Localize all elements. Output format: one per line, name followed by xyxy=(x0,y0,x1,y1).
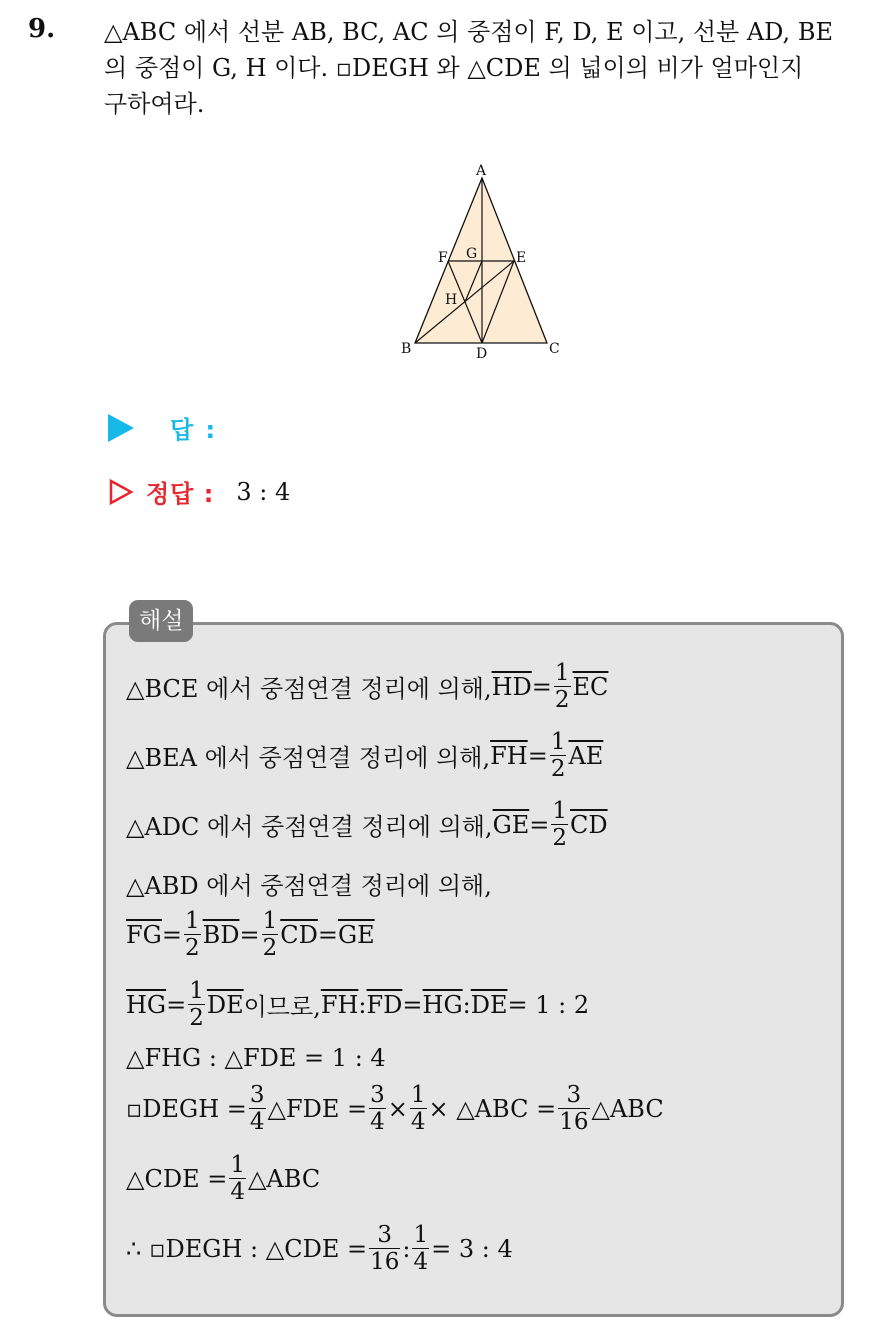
solution-line-6 xyxy=(126,978,589,1031)
segment: $\overline{GE}$ xyxy=(492,810,530,839)
solution-line-2 xyxy=(126,729,603,782)
segment: $\overline{HD}$ xyxy=(491,672,532,701)
text: = xyxy=(531,672,552,701)
numerator: 1 xyxy=(552,798,568,824)
segment: $\overline{FG}$ xyxy=(126,920,162,949)
question-line: 구하여라. xyxy=(104,90,205,118)
text: 이므로, xyxy=(243,993,321,1021)
text: = xyxy=(239,920,260,949)
fraction xyxy=(551,798,568,851)
text: △CDE = xyxy=(126,1164,228,1193)
denominator: 2 xyxy=(262,935,278,961)
text: : xyxy=(358,990,367,1019)
solution-line-7 xyxy=(126,1044,386,1072)
text: = xyxy=(161,920,182,949)
numerator: 3 xyxy=(377,1222,393,1248)
fraction xyxy=(262,908,279,961)
segment: $\overline{CD}$ xyxy=(280,920,318,949)
text: △FDE = xyxy=(267,1094,368,1123)
denominator: 16 xyxy=(559,1109,589,1135)
fraction xyxy=(369,1222,400,1275)
segment: $\overline{FD}$ xyxy=(366,990,403,1019)
correct-answer-label: 정답 : xyxy=(146,480,215,508)
fraction xyxy=(188,978,205,1031)
denominator: 4 xyxy=(413,1249,429,1275)
label-D: D xyxy=(476,346,488,362)
question-line: △ABC 에서 선분 AB, BC, AC 의 중점이 F, D, E 이고, 선분 AD, BE xyxy=(104,18,833,46)
text: = xyxy=(529,810,550,839)
segment: $\overline{FH}$ xyxy=(490,741,528,770)
fraction xyxy=(229,1152,246,1205)
text: ▫DEGH : △CDE = xyxy=(149,1234,368,1263)
denominator: 16 xyxy=(370,1249,400,1275)
question-number: 9. xyxy=(28,14,56,44)
text: = xyxy=(317,920,338,949)
numerator: 1 xyxy=(184,908,200,934)
segment: $\overline{FH}$ xyxy=(320,990,359,1019)
fraction xyxy=(249,1082,266,1135)
text: × xyxy=(387,1094,408,1123)
solution-line-4 xyxy=(126,866,492,901)
text: = xyxy=(527,741,548,770)
question-text xyxy=(104,14,864,122)
text: △ABC xyxy=(247,1164,321,1193)
question-line: 의 중점이 G, H 이다. ▫DEGH 와 △CDE 의 넓이의 비가 얼마인지 xyxy=(104,54,804,82)
denominator: 4 xyxy=(410,1109,426,1135)
solution-line-3 xyxy=(126,798,608,851)
label-C: C xyxy=(549,341,560,357)
label-G: G xyxy=(466,246,478,262)
fraction xyxy=(369,1082,386,1135)
numerator: 1 xyxy=(262,908,278,934)
numerator: 3 xyxy=(566,1082,582,1108)
therefore-symbol: ∴ xyxy=(126,1234,142,1263)
solution-line-10 xyxy=(126,1222,513,1275)
numerator: 1 xyxy=(230,1152,245,1178)
numerator: 1 xyxy=(189,978,204,1004)
text: △ADC 에서 중점연결 정리에 의해, xyxy=(126,813,493,841)
fraction xyxy=(184,908,201,961)
numerator: 1 xyxy=(413,1222,429,1248)
denominator: 4 xyxy=(370,1109,385,1135)
fraction xyxy=(412,1222,429,1275)
text: = 1 : 2 xyxy=(507,990,590,1019)
text: ▫DEGH = xyxy=(126,1094,247,1123)
triangle-figure xyxy=(395,158,575,368)
solution-tag: 해설 xyxy=(129,600,193,642)
text: = xyxy=(166,990,187,1019)
denominator: 2 xyxy=(552,825,568,851)
numerator: 3 xyxy=(249,1082,265,1108)
solution-line-5 xyxy=(126,908,375,961)
fraction xyxy=(410,1082,427,1135)
segment: $\overline{GE}$ xyxy=(337,920,375,949)
numerator: 3 xyxy=(370,1082,385,1108)
text: = xyxy=(402,990,423,1019)
text: △ABD 에서 중점연결 정리에 의해, xyxy=(126,872,492,900)
segment: $\overline{HG}$ xyxy=(126,990,167,1019)
text: △BCE 에서 중점연결 정리에 의해, xyxy=(126,675,492,703)
fraction xyxy=(558,1082,589,1135)
numerator: 1 xyxy=(554,660,570,686)
outline-arrow-icon xyxy=(108,478,134,506)
denominator: 4 xyxy=(230,1179,245,1205)
denominator: 2 xyxy=(550,756,566,782)
segment: $\overline{BD}$ xyxy=(202,920,240,949)
correct-answer-row xyxy=(108,474,290,509)
play-arrow-icon xyxy=(108,414,134,442)
text: × △ABC = xyxy=(428,1094,557,1123)
solution-line-9 xyxy=(126,1152,320,1205)
segment: $\overline{AE}$ xyxy=(568,741,604,770)
denominator: 2 xyxy=(554,687,570,713)
denominator: 2 xyxy=(189,1005,204,1031)
fraction xyxy=(554,660,571,713)
label-H: H xyxy=(445,292,458,308)
answer-row xyxy=(108,410,217,445)
segment: $\overline{DE}$ xyxy=(206,990,244,1019)
denominator: 2 xyxy=(184,935,200,961)
correct-answer-value: 3 : 4 xyxy=(236,477,291,506)
label-A: A xyxy=(476,163,487,179)
text: : xyxy=(402,1234,411,1263)
segment: $\overline{EC}$ xyxy=(572,672,609,701)
solution-line-1 xyxy=(126,660,608,713)
text: △FHG : △FDE = 1 : 4 xyxy=(126,1044,386,1072)
segment: $\overline{DE}$ xyxy=(470,990,508,1019)
segment: $\overline{CD}$ xyxy=(570,810,608,839)
solution-box xyxy=(103,622,844,1317)
text: △ABC xyxy=(591,1094,664,1123)
numerator: 1 xyxy=(410,1082,426,1108)
label-F: F xyxy=(438,250,448,266)
segment: $\overline{HG}$ xyxy=(422,990,463,1019)
numerator: 1 xyxy=(550,729,566,755)
text: : xyxy=(462,990,471,1019)
solution-line-8 xyxy=(126,1082,664,1135)
denominator: 4 xyxy=(249,1109,265,1135)
text: = 3 : 4 xyxy=(431,1234,513,1263)
fraction xyxy=(550,729,567,782)
answer-label: 답 : xyxy=(170,416,218,444)
text: △BEA 에서 중점연결 정리에 의해, xyxy=(126,744,491,772)
label-E: E xyxy=(516,250,527,266)
label-B: B xyxy=(401,341,412,357)
